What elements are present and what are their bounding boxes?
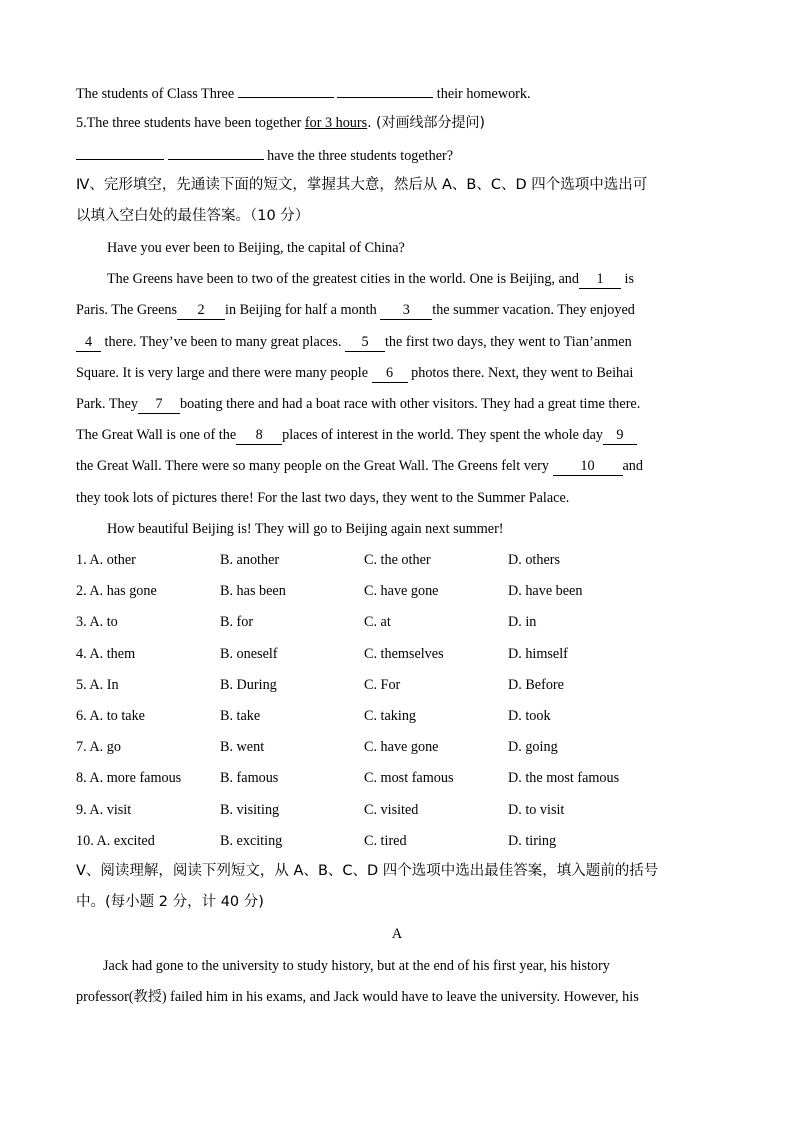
q5-underlined-phrase: for 3 hours	[304, 115, 368, 131]
q5-instruction: . (对画线部分提问)	[367, 115, 485, 131]
option-8-c[interactable]: C. most famous	[364, 770, 454, 786]
passage-line	[76, 425, 718, 445]
passage-text: the first two days, they went to Tian’anmen	[384, 334, 632, 350]
option-3-b[interactable]: B. for	[220, 614, 254, 630]
option-7-a[interactable]: 7. A. go	[76, 739, 121, 755]
reading-text: Jack had gone to the university to study history, but at the end of his first year, his history	[103, 958, 610, 974]
option-4-a[interactable]: 4. A. them	[76, 646, 136, 662]
passage-text: Have you ever been to Beijing, the capital of China?	[107, 240, 405, 256]
answer-blank[interactable]	[168, 144, 264, 160]
passage-text: The Greens have been to two of the greatest cities in the world. One is Beijing, and	[107, 271, 579, 287]
option-9-d[interactable]: D. to visit	[508, 802, 565, 818]
section-5-heading-line1: Ⅴ、阅读理解，阅读下列短文，从 A、B、C、D 四个选项中选出最佳答案，填入题前的括号	[76, 863, 659, 879]
passage-text: How beautiful Beijing is! They will go to Beijing again next summer!	[107, 521, 504, 537]
passage-text: they took lots of pictures there! For the last two days, they went to the Summer Palace.	[76, 490, 570, 506]
passage-text: the summer vacation. They enjoyed	[432, 302, 635, 318]
option-10-b[interactable]: B. exciting	[220, 833, 283, 849]
passage-text: photos there. Next, they went to Beihai	[407, 365, 634, 381]
option-7-b[interactable]: B. went	[220, 739, 265, 755]
option-3-a[interactable]: 3. A. to	[76, 614, 118, 630]
option-5-d[interactable]: D. Before	[508, 677, 564, 693]
option-10-d[interactable]: D. tiring	[508, 833, 557, 849]
cloze-blank-10[interactable]: 10	[553, 458, 623, 476]
q5-line	[76, 113, 718, 133]
cloze-blank-1[interactable]: 1	[579, 271, 621, 289]
cloze-blank-7[interactable]: 7	[138, 396, 180, 414]
passage-text: is	[621, 271, 635, 287]
answer-blank[interactable]	[337, 82, 433, 98]
option-9-b[interactable]: B. visiting	[220, 802, 280, 818]
option-9-c[interactable]: C. visited	[364, 802, 419, 818]
q5-answer-suffix: have the three students together?	[263, 148, 454, 164]
option-5-b[interactable]: B. During	[220, 677, 277, 693]
passage-text: Paris. The Greens	[76, 302, 177, 318]
cloze-blank-9[interactable]: 9	[603, 427, 637, 445]
reading-line	[76, 987, 718, 1007]
section-4-heading-2	[76, 206, 718, 226]
q4-answer-prefix: The students of Class Three	[76, 86, 238, 102]
q4-answer-suffix: their homework.	[433, 86, 531, 102]
option-7-c[interactable]: C. have gone	[364, 739, 439, 755]
passage-line	[76, 300, 718, 320]
passage-line	[76, 332, 718, 352]
reading-label: A	[391, 926, 403, 942]
option-8-a[interactable]: 8. A. more famous	[76, 770, 182, 786]
option-6-b[interactable]: B. take	[220, 708, 261, 724]
cloze-blank-5[interactable]: 5	[345, 334, 385, 352]
option-1-b[interactable]: B. another	[220, 552, 280, 568]
section-4-heading-line1: Ⅳ、完形填空，先通读下面的短文，掌握其大意，然后从 A、B、C、D 四个选项中选出可	[76, 177, 648, 193]
option-10-c[interactable]: C. tired	[364, 833, 407, 849]
passage-text: there. They’ve been to many great places.	[101, 334, 345, 350]
cloze-blank-6[interactable]: 6	[372, 365, 408, 383]
passage-line	[76, 363, 718, 383]
passage-line	[76, 488, 718, 508]
section-5-heading-line2: 中。(每小题 2 分，计 40 分)	[76, 894, 264, 910]
option-2-b[interactable]: B. has been	[220, 583, 286, 599]
passage-line	[76, 519, 718, 539]
option-2-d[interactable]: D. have been	[508, 583, 583, 599]
option-4-b[interactable]: B. oneself	[220, 646, 278, 662]
passage-text: Square. It is very large and there were many people	[76, 365, 372, 381]
reading-text: professor(教授) failed him in his exams, and Jack would have to leave the university. However, his	[76, 989, 639, 1005]
reading-line	[76, 956, 718, 976]
cloze-blank-8[interactable]: 8	[236, 427, 282, 445]
passage-line	[76, 238, 718, 258]
q5-answer-line	[76, 144, 718, 166]
option-1-c[interactable]: C. the other	[364, 552, 431, 568]
passage-text: in Beijing for half a month	[225, 302, 381, 318]
option-6-c[interactable]: C. taking	[364, 708, 417, 724]
section-4-heading	[76, 175, 718, 195]
option-1-a[interactable]: 1. A. other	[76, 552, 136, 568]
option-4-c[interactable]: C. themselves	[364, 646, 444, 662]
option-5-a[interactable]: 5. A. In	[76, 677, 119, 693]
option-10-a[interactable]: 10. A. excited	[76, 833, 155, 849]
answer-blank[interactable]	[76, 144, 164, 160]
section-5-heading-2	[76, 892, 718, 912]
section-5-heading	[76, 861, 718, 881]
passage-text: the Great Wall. There were so many people on the Great Wall. The Greens felt very	[76, 458, 553, 474]
q5-number: 5.	[76, 115, 87, 131]
answer-blank[interactable]	[238, 82, 334, 98]
cloze-blank-4[interactable]: 4	[76, 334, 101, 352]
option-3-c[interactable]: C. at	[364, 614, 391, 630]
passage-line	[76, 456, 718, 476]
option-5-c[interactable]: C. For	[364, 677, 401, 693]
option-6-a[interactable]: 6. A. to take	[76, 708, 145, 724]
passage-line	[76, 269, 718, 289]
passage-text: places of interest in the world. They spent the whole day	[282, 427, 603, 443]
passage-text: and	[622, 458, 643, 474]
option-3-d[interactable]: D. in	[508, 614, 537, 630]
option-6-d[interactable]: D. took	[508, 708, 551, 724]
option-2-c[interactable]: C. have gone	[364, 583, 439, 599]
passage-text: Park. They	[76, 396, 138, 412]
option-2-a[interactable]: 2. A. has gone	[76, 583, 157, 599]
q5-text: The three students have been together	[86, 115, 305, 131]
cloze-blank-2[interactable]: 2	[177, 302, 225, 320]
option-4-d[interactable]: D. himself	[508, 646, 568, 662]
option-8-d[interactable]: D. the most famous	[508, 770, 620, 786]
passage-text: boating there and had a boat race with other visitors. They had a great time there.	[180, 396, 641, 412]
option-7-d[interactable]: D. going	[508, 739, 558, 755]
q4-answer-line	[76, 82, 718, 104]
option-9-a[interactable]: 9. A. visit	[76, 802, 132, 818]
passage-line	[76, 394, 718, 414]
cloze-blank-3[interactable]: 3	[380, 302, 432, 320]
option-1-d[interactable]: D. others	[508, 552, 561, 568]
section-4-heading-line2: 以填入空白处的最佳答案。（10 分）	[76, 208, 310, 224]
option-8-b[interactable]: B. famous	[220, 770, 279, 786]
passage-text: The Great Wall is one of the	[76, 427, 237, 443]
